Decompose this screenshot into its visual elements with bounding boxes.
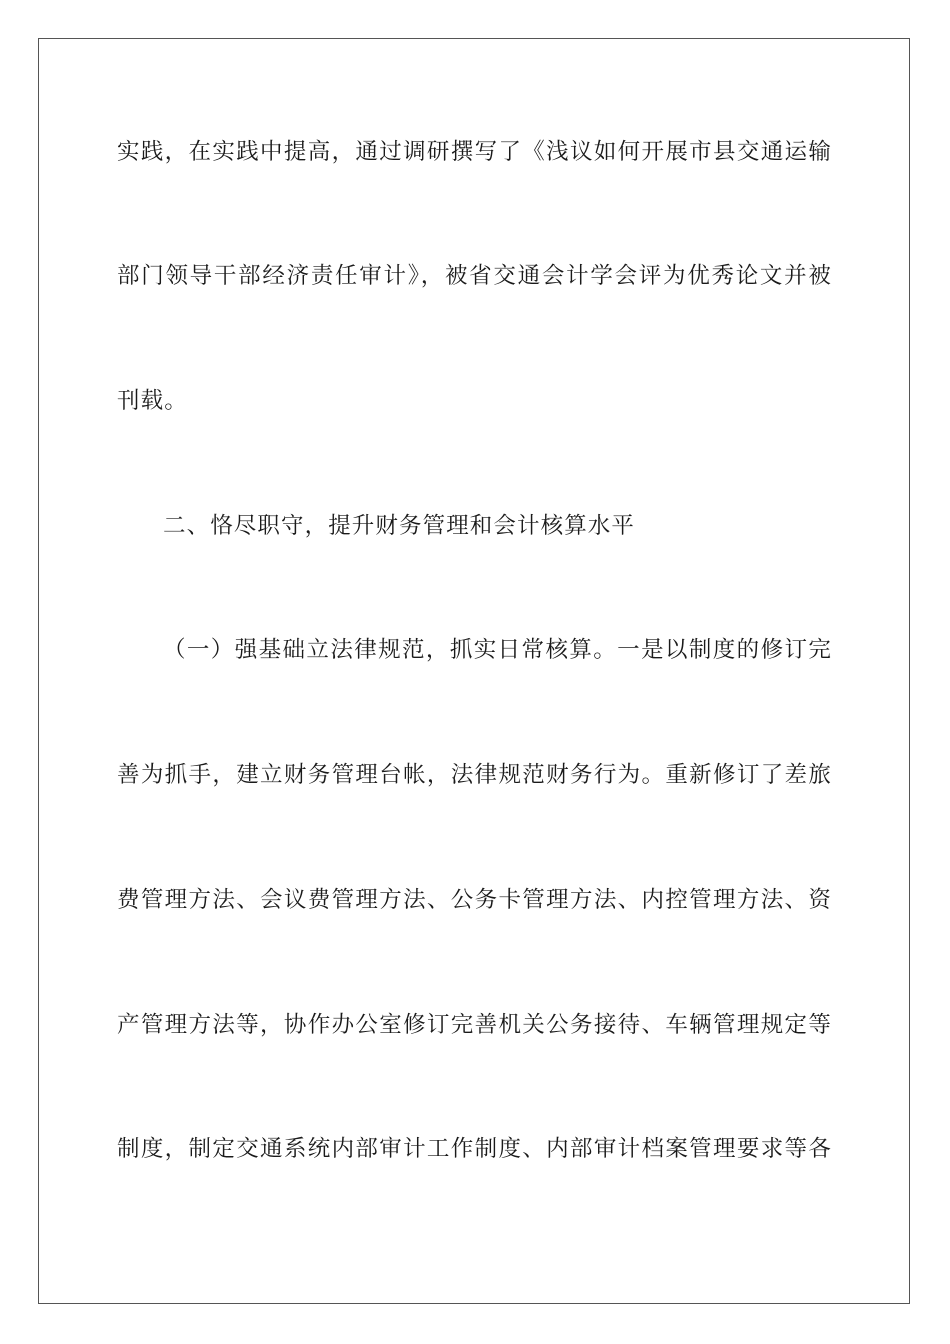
body-line-7: 费管理方法、会议费管理方法、公务卡管理方法、内控管理方法、资 [117, 887, 832, 913]
body-line-9: 制度，制定交通系统内部审计工作制度、内部审计档案管理要求等各 [117, 1136, 832, 1162]
body-line-6: 善为抓手，建立财务管理台帐，法律规范财务行为。重新修订了差旅 [117, 762, 832, 788]
page-border [38, 38, 910, 1304]
body-line-8: 产管理方法等，协作办公室修订完善机关公务接待、车辆管理规定等 [117, 1012, 832, 1038]
body-line-5: （一）强基础立法律规范，抓实日常核算。一是以制度的修订完 [163, 637, 832, 663]
body-line-1: 实践，在实践中提高，通过调研撰写了《浅议如何开展市县交通运输 [117, 139, 832, 165]
body-line-3: 刊载。 [117, 388, 188, 414]
body-line-2: 部门领导干部经济责任审计》，被省交通会计学会评为优秀论文并被 [117, 263, 832, 289]
section-heading: 二、恪尽职守，提升财务管理和会计核算水平 [163, 513, 636, 539]
